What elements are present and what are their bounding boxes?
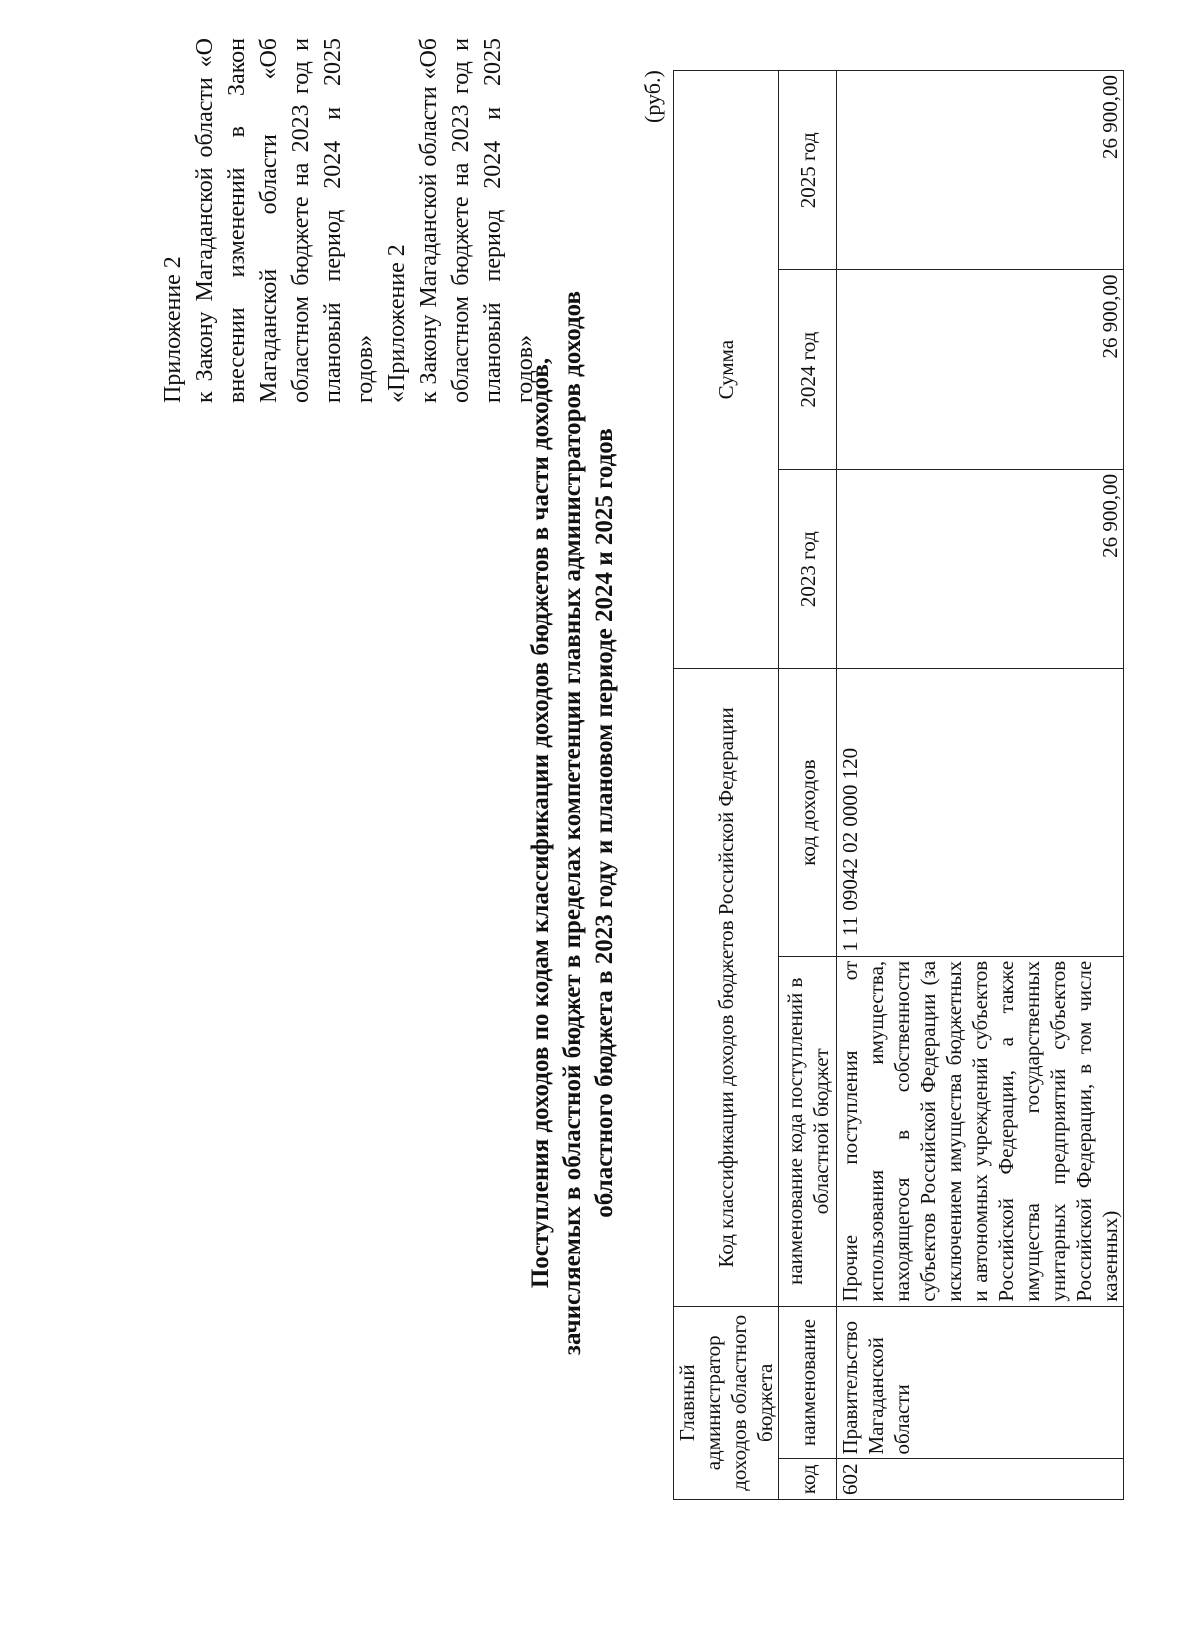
header-sum-group: Сумма <box>674 71 779 669</box>
cell-admin-code: 602 <box>837 1459 1124 1500</box>
appendix-label: «Приложение 2 <box>384 244 410 403</box>
header-income-code: код доходов <box>779 669 837 957</box>
header-admin-name: наименование <box>779 1306 837 1459</box>
cell-value-2024: 26 900,00 <box>837 270 1124 469</box>
cell-value-2023: 26 900,00 <box>837 469 1124 668</box>
appendix-text: к Закону Магаданской области «Об областном бюджете на 2023 год и плановый период 2024 и 2025 годов» <box>416 38 538 403</box>
currency-unit: (руб.) <box>640 70 665 123</box>
cell-income-name: Прочие поступления от использования имущества, находящегося в собственности субъектов Российской Федерации (за исключением имущества бюджетных и автономных учреждений субъектов Российской Федерации, а также имущества государственных унитарных предприятий субъектов Российской Федерации, в том числе казенных) <box>837 956 1124 1306</box>
header-year-2025: 2025 год <box>779 71 837 270</box>
header-income-name: наименование кода поступлений в областной бюджет <box>779 956 837 1306</box>
income-table <box>673 70 1124 1500</box>
table-row <box>837 71 1124 1500</box>
header-year-2023: 2023 год <box>779 469 837 668</box>
appendix-header-old <box>381 38 541 403</box>
document-title <box>525 273 621 1373</box>
title-line: областного бюджета в 2023 году и плановом периоде 2024 и 2025 годов <box>591 428 618 1218</box>
header-code-group: Код классификации доходов бюджетов Российской Федерации <box>674 669 779 1306</box>
cell-value-2025: 26 900,00 <box>837 71 1124 270</box>
appendix-text: к Закону Магаданской области «О внесении изменений в Закон Магаданской области «Об областном бюджете на 2023 год и плановый период 2024 и 2025 годов» <box>192 38 378 403</box>
appendix-header-new <box>157 38 381 403</box>
title-line: зачисляемых в областной бюджет в пределах компетенции главных администраторов доходов <box>559 290 586 1356</box>
header-admin-code: код <box>779 1459 837 1500</box>
header-year-2024: 2024 год <box>779 270 837 469</box>
title-line: Поступления доходов по кодам классификации доходов бюджетов в части доходов, <box>527 357 554 1289</box>
appendix-label: Приложение 2 <box>160 256 186 403</box>
cell-income-code: 1 11 09042 02 0000 120 <box>837 669 1124 957</box>
header-admin-group: Главный администратор доходов областного бюджета <box>674 1306 779 1499</box>
cell-admin-name: Правительство Магаданской области <box>837 1306 1124 1459</box>
